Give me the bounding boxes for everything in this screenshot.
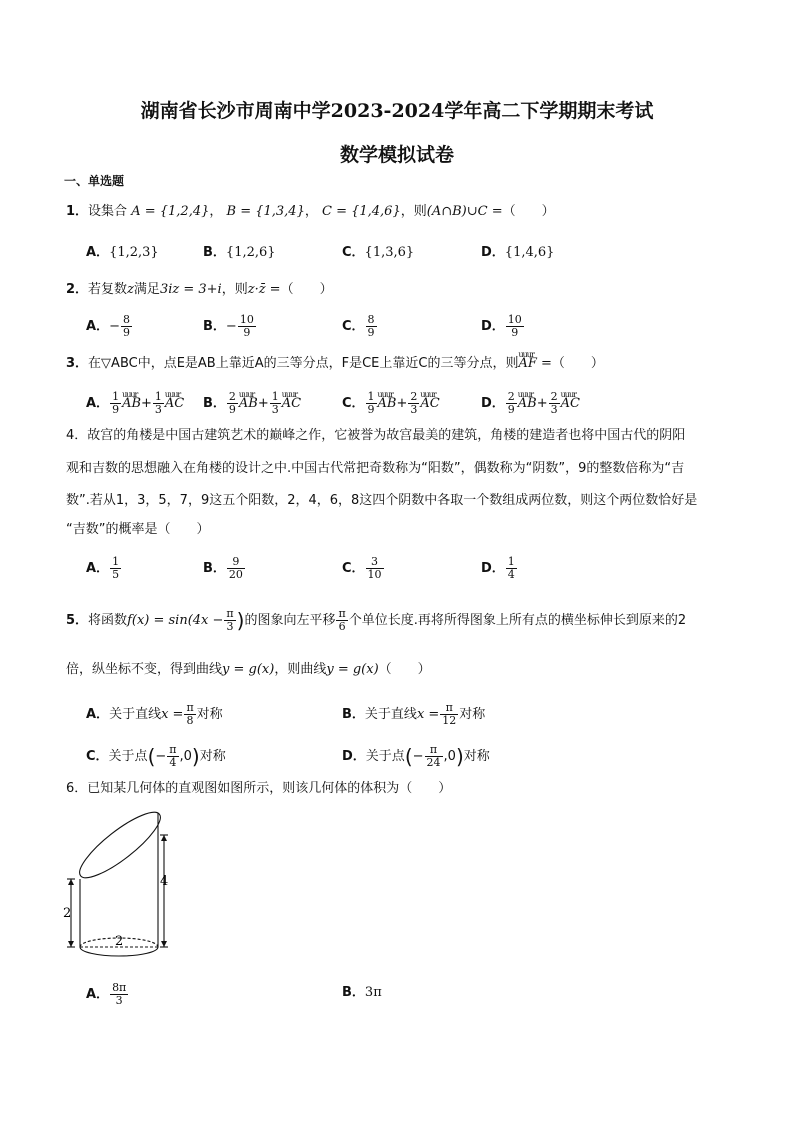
option-label: A．: [86, 707, 110, 722]
fraction: [167, 744, 178, 769]
q1-option-b[interactable]: [203, 245, 276, 261]
left-height-label: 2: [63, 906, 72, 921]
vector-ac: uuur AC: [165, 396, 184, 412]
option-label: D．: [481, 319, 505, 334]
question-4-line-3: 数”.若从1，3，5，7，9这五个阳数，2，4，6，8这四个阴数中各取一个数组成两位数，则这个两位数恰好是: [66, 493, 698, 508]
set-expression: (A∩B)∪C =: [426, 204, 503, 219]
close-paren: ): [236, 608, 245, 633]
vector-ab: uuur AB: [378, 396, 397, 412]
denominator: 9: [122, 326, 130, 339]
denominator: 4: [169, 756, 177, 769]
function-expression: f(x) = sin(4x −: [127, 613, 224, 628]
option-text: 关于直线: [364, 707, 417, 722]
numerator: 1: [112, 390, 120, 403]
vector-ac: uuur AC: [561, 396, 580, 412]
arrow-head: [161, 941, 167, 947]
question-3-stem: [66, 356, 604, 372]
denominator: 9: [243, 326, 251, 339]
option-label: D．: [342, 749, 366, 764]
option-text: 关于直线: [109, 707, 162, 722]
fraction: [238, 314, 256, 339]
denominator: 3: [271, 403, 279, 416]
question-5-line-2: [66, 662, 431, 678]
q3-option-a[interactable]: A． $\frac{1}{9}$ uuur AB+ $\frac{1}{3}$ uuur AC: [86, 391, 184, 416]
numerator: 2: [507, 390, 515, 403]
q6-option-a[interactable]: [86, 982, 129, 1007]
question-number: 2．: [66, 282, 89, 297]
option-label: B．: [203, 396, 226, 411]
option-label: C．: [342, 396, 365, 411]
numerator: 10: [507, 313, 522, 326]
q2-option-b[interactable]: [203, 314, 257, 339]
exam-title: 湖南省长沙市周南中学2023-2024学年高二下学期期末考试: [140, 100, 654, 122]
denominator: 9: [112, 403, 120, 416]
question-6-stem: 6．已知某几何体的直观图如图所示，则该几何体的体积为（ ）: [66, 781, 452, 796]
option-label: C．: [342, 245, 365, 260]
numerator: 1: [367, 390, 375, 403]
question-number: 1．: [66, 204, 89, 219]
vector-ab: uuur AB: [239, 396, 258, 412]
arrow-head: [68, 941, 74, 947]
question-number: 3．: [66, 356, 89, 371]
section-heading: 一、单选题: [64, 174, 125, 188]
numerator: 2: [410, 390, 418, 403]
answer-paren: （ ）: [280, 282, 333, 297]
fraction: [425, 744, 443, 769]
q4-option-d[interactable]: [481, 556, 518, 581]
fraction: [506, 556, 517, 581]
fraction: [121, 314, 132, 339]
curve: y = g(x): [222, 662, 275, 677]
option-value: 3π: [364, 985, 382, 1000]
numerator: 2: [550, 390, 558, 403]
numerator: 1: [112, 555, 120, 568]
diameter-label: 2: [115, 934, 124, 949]
vector-ac: uuur AC: [282, 396, 301, 412]
fraction: [184, 702, 195, 727]
denominator: 3: [226, 620, 234, 633]
numerator: π: [169, 743, 177, 756]
option-value: {1,2,3}: [109, 245, 159, 260]
equation: 3iz = 3+i: [159, 282, 222, 297]
stem-text: 的图象向左平移: [244, 613, 336, 628]
option-value: {1,2,6}: [225, 245, 276, 260]
fraction: [227, 556, 245, 581]
q2-option-a[interactable]: [86, 314, 133, 339]
option-label: A．: [86, 987, 110, 1002]
option-text: 关于点: [365, 749, 405, 764]
fraction: [366, 556, 384, 581]
numerator: 8: [122, 313, 130, 326]
q5-option-a[interactable]: [86, 702, 223, 727]
fraction: [549, 391, 560, 416]
fraction: [153, 391, 164, 416]
stem-text: 若复数: [88, 282, 128, 297]
fraction: [408, 391, 419, 416]
open-paren: (: [147, 744, 156, 769]
denominator: 3: [115, 994, 123, 1007]
numerator: 1: [271, 390, 279, 403]
option-label: A．: [86, 396, 110, 411]
numerator: 10: [239, 313, 254, 326]
fraction: [224, 608, 235, 633]
vector-ac: uuur AC: [420, 396, 439, 412]
variable: z: [127, 282, 134, 297]
q5-option-b[interactable]: [342, 702, 485, 727]
denominator: 9: [228, 403, 236, 416]
fraction: [366, 314, 377, 339]
stem-text: 倍，纵坐标不变，得到曲线: [66, 662, 223, 677]
option-label: B．: [342, 985, 365, 1000]
option-label: C．: [86, 749, 109, 764]
expression: z·z̄ =: [247, 282, 281, 297]
option-label: C．: [342, 561, 365, 576]
q1-option-c[interactable]: [342, 245, 414, 261]
fraction: [110, 556, 121, 581]
close-paren: ): [455, 744, 464, 769]
q2-option-c[interactable]: [342, 314, 378, 339]
option-text: 对称: [463, 749, 490, 764]
q3-option-b[interactable]: B． $\frac{2}{9}$ uuur AB+ $\frac{1}{3}$ uuur AC: [203, 391, 301, 416]
right-height-label: 4: [160, 874, 169, 889]
fraction: [227, 391, 238, 416]
sign: −: [225, 319, 237, 334]
vector-expression: uuur AF =: [518, 356, 551, 372]
stem-text: 满足: [133, 282, 160, 297]
stem-text: 设集合: [88, 204, 128, 219]
option-text: 对称: [459, 707, 486, 722]
denominator: 10: [367, 568, 382, 581]
denominator: 9: [367, 403, 375, 416]
q6-option-b[interactable]: [342, 985, 382, 1001]
option-value: {1,4,6}: [504, 245, 555, 260]
fraction: [440, 702, 458, 727]
option-label: D．: [481, 245, 505, 260]
q3-option-d[interactable]: D． $\frac{2}{9}$ uuur AB+ $\frac{2}{3}$ uuur AC: [481, 391, 580, 416]
denominator: 5: [112, 568, 120, 581]
option-label: D．: [481, 561, 505, 576]
denominator: 24: [426, 756, 441, 769]
question-4-line-2: 观和吉数的思想融入在角楼的设计之中.中国古代常把奇数称为“阳数”，偶数称为“阴数”，9的整数倍称为“吉: [66, 461, 685, 476]
option-text: 对称: [199, 749, 226, 764]
option-label: D．: [481, 396, 505, 411]
question-1-stem: 1．设集合 A = {1,2,4}， B = {1,3,4}， C = {1,4,6}，则(A∩B)∪C =（ ）: [66, 204, 555, 219]
fraction: [110, 982, 128, 1007]
denominator: 9: [507, 403, 515, 416]
numerator: 9: [227, 556, 245, 569]
question-5-line-1: [66, 608, 686, 633]
fraction: [110, 391, 121, 416]
question-4-line-1: 4．故宫的角楼是中国古建筑艺术的巅峰之作，它被誉为故宫最美的建筑，角楼的建造者也将中国古代的阴阳: [66, 428, 686, 443]
set-a: A = {1,2,4}: [131, 204, 210, 219]
q1-option-d[interactable]: [481, 245, 554, 261]
stem-text: 在▽ABC中，点E是AB上靠近A的三等分点，F是CE上靠近C的三等分点，则: [88, 356, 519, 371]
option-text: 关于点: [108, 749, 148, 764]
numerator: π: [425, 744, 443, 757]
denominator: 9: [367, 326, 375, 339]
q3-option-c[interactable]: C． $\frac{1}{9}$ uuur AB+ $\frac{2}{3}$ uuur AC: [342, 391, 440, 416]
numerator: π: [338, 607, 346, 620]
variable: x =: [416, 707, 440, 722]
numerator: 2: [228, 390, 236, 403]
option-text: 对称: [196, 707, 223, 722]
set-c: C = {1,4,6}: [322, 204, 401, 219]
option-label: B．: [203, 245, 226, 260]
stem-text: ，则: [221, 282, 248, 297]
answer-paren: （ ）: [551, 356, 604, 371]
fraction: [336, 608, 347, 633]
q4-option-a[interactable]: [86, 556, 122, 581]
option-label: A．: [86, 319, 110, 334]
question-2-stem: [66, 282, 333, 298]
denominator: 20: [228, 568, 243, 581]
q5-option-d[interactable]: D．关于点(− $\frac{\pi}{24}$ ,0)对称: [342, 743, 490, 769]
numerator: π: [186, 701, 194, 714]
option-label: B．: [203, 319, 226, 334]
numerator: 8π: [112, 981, 127, 994]
numerator: π: [226, 607, 234, 620]
numerator: 1: [507, 555, 515, 568]
set-b: B = {1,3,4}: [226, 204, 305, 219]
fraction: [270, 391, 281, 416]
denominator: 4: [507, 568, 515, 581]
question-number: 5．: [66, 613, 89, 628]
arrow-head: [68, 879, 74, 885]
option-label: B．: [342, 707, 365, 722]
option-value: {1,3,6}: [364, 245, 415, 260]
stem-text: 个单位长度.再将所得图象上所有点的横坐标伸长到原来的2: [348, 613, 687, 628]
q4-option-c[interactable]: [342, 556, 385, 581]
denominator: 12: [442, 714, 457, 727]
denominator: 3: [410, 403, 418, 416]
numerator: 3: [366, 556, 384, 569]
numerator: π: [440, 702, 458, 715]
vector-ab: uuur AB: [518, 396, 537, 412]
option-label: B．: [203, 561, 226, 576]
denominator: 6: [338, 620, 346, 633]
denominator: 3: [550, 403, 558, 416]
truncated-cylinder-figure: [60, 805, 180, 965]
fraction: [366, 391, 377, 416]
stem-text: ，则曲线: [274, 662, 327, 677]
q1-option-a[interactable]: [86, 245, 159, 261]
option-label: C．: [342, 319, 365, 334]
curve: y = g(x): [326, 662, 379, 677]
numerator: 8: [367, 313, 375, 326]
answer-paren: （ ）: [378, 662, 431, 677]
option-label: A．: [86, 561, 110, 576]
option-label: A．: [86, 245, 110, 260]
denominator: 8: [186, 714, 194, 727]
close-paren: ): [191, 744, 200, 769]
answer-paren: （ ）: [502, 204, 555, 219]
question-4-line-4: “吉数”的概率是（ ）: [66, 522, 210, 537]
fraction: [506, 314, 524, 339]
q4-option-b[interactable]: [203, 556, 246, 581]
vector-ab: uuur AB: [122, 396, 141, 412]
variable: x =: [161, 707, 184, 722]
stem-text: 将函数: [88, 613, 128, 628]
exam-subtitle: 数学模拟试卷: [339, 144, 454, 166]
fraction: [506, 391, 517, 416]
open-paren: (: [404, 744, 413, 769]
arrow-head: [161, 835, 167, 841]
q2-option-d[interactable]: [481, 314, 525, 339]
stem-text: ，则: [400, 204, 427, 219]
slanted-top-ellipse: [72, 805, 168, 887]
q5-option-c[interactable]: C．关于点(− $\frac{\pi}{4}$ ,0)对称: [86, 743, 226, 769]
denominator: 9: [511, 326, 519, 339]
numerator: 1: [154, 390, 162, 403]
sign: −: [109, 319, 120, 334]
denominator: 3: [154, 403, 162, 416]
